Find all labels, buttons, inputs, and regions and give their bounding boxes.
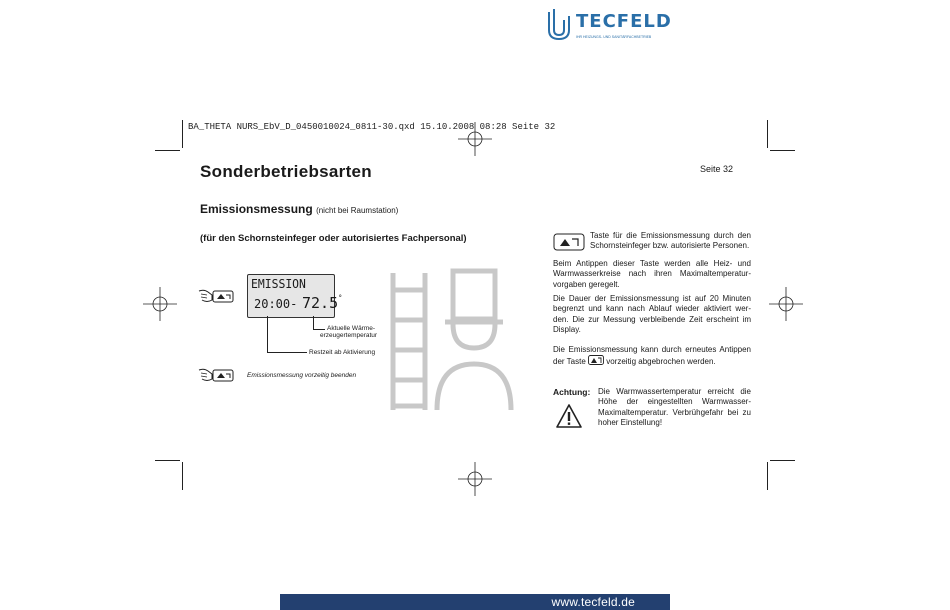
footer-bar (280, 594, 670, 610)
logo-icon (545, 6, 575, 42)
registration-mark-left (143, 287, 177, 321)
cancel-note: Emissionsmessung vorzeitig beenden (247, 372, 357, 379)
key-description: Taste für die Emissionsmessung durch den Schornsteinfeger bzw. autorisierte Personen. (590, 231, 751, 251)
annotation-temp-line2: erzeugertemperatur (320, 332, 378, 339)
section-heading-note: (nicht bei Raumstation) (316, 206, 399, 215)
tecfeld-logo (545, 6, 672, 47)
warning-triangle-icon (555, 403, 583, 429)
section-heading (200, 202, 398, 216)
paragraph-1: Beim Antippen dieser Taste werden alle Heiz- und Warmwasserkreise nach ihren Maximaltemperatur-vorgaben geregelt. (553, 259, 751, 289)
lcd-mode-text: EMISSION (251, 277, 306, 291)
lcd-remaining-time: 20:00- (254, 297, 298, 311)
annotation-temp-line1: Aktuelle Wärme- (327, 325, 376, 332)
warning-text: Die Warmwassertemperatur erreicht die Höhe der eingestellten Warmwasser-Maximaltemperatur. Verbrühgefahr bei zu hoher Einstellung! (598, 387, 751, 428)
paragraph-3 (553, 345, 751, 368)
emission-key-icon (553, 233, 585, 251)
paragraph-3-end: vorzeitig abgebrochen werden. (606, 357, 716, 367)
annotation-temperature (320, 325, 378, 339)
logo-tagline: IHR HEIZUNGS- UND SANITÄRFACHBETRIEB (576, 35, 652, 39)
page-title: Sonderbetriebsarten (200, 162, 372, 181)
chimney-sweep-illustration (385, 268, 520, 410)
paragraph-3-start: Die Emissionsmessung kann durch erneutes Antippen der Taste (553, 345, 751, 367)
annotation-remaining-time: Restzeit ab Aktivierung (309, 349, 376, 356)
print-slug: BA_THETA NURS_EbV_D_0450010024_0811-30.qxd 15.10.2008 08:28 Seite 32 (188, 122, 556, 132)
warning-label: Achtung: (553, 387, 591, 397)
page-number: Seite 32 (700, 164, 734, 174)
lcd-display (247, 274, 343, 318)
hand-press-key-icon-cancel (198, 365, 238, 385)
section-heading-text: Emissionsmessung (200, 202, 313, 216)
registration-mark-bottom (458, 462, 492, 496)
paragraph-2: Die Dauer der Emissionsmessung ist auf 20 Minuten begrenzt und kann nach Ablauf wieder aktiviert wer-den. Die zur Messung verbleibende Zeit erscheint im Display. (553, 294, 751, 335)
inline-key-icon (588, 355, 604, 365)
registration-mark-right (769, 287, 803, 321)
hand-press-key-icon (198, 286, 238, 306)
lcd-temperature (302, 294, 342, 312)
lcd-temperature-unit: ° (338, 294, 343, 302)
section-subheading: (für den Schornsteinfeger oder autorisiertes Fachpersonal) (200, 233, 467, 244)
lcd-temperature-value: 72.5 (302, 294, 339, 312)
footer-url[interactable]: www.tecfeld.de (551, 595, 635, 609)
logo-brand: TECFELD (576, 11, 672, 32)
